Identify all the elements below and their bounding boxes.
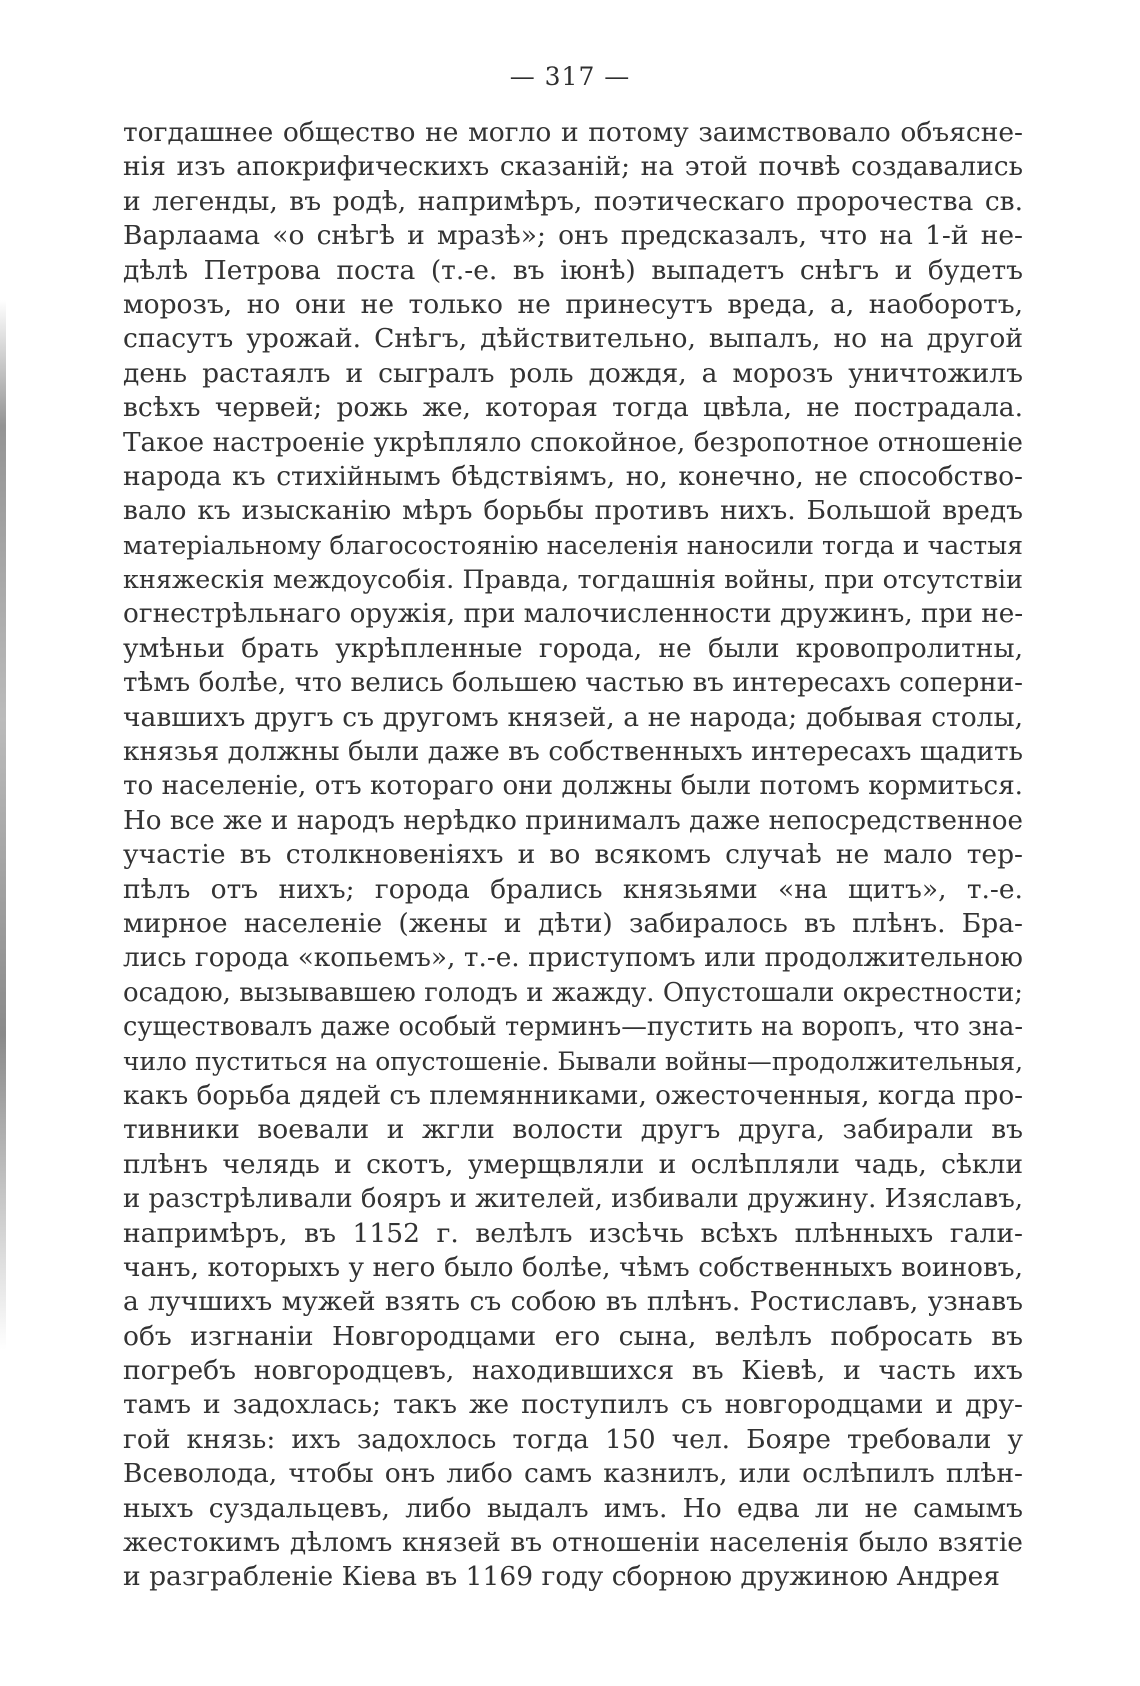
- page-number: — 317 —: [509, 62, 631, 91]
- text-line: существовалъ даже особый терминъ—пустить на воропъ, что зна-: [123, 1012, 1023, 1043]
- text-line: какъ борьба дядей съ племянниками, ожесточенныя, когда про-: [123, 1080, 1024, 1111]
- text-line: всѣхъ червей; рожь же, которая тогда цвѣла, не пострадала.: [123, 392, 1023, 424]
- text-line: то населеніе, отъ котораго они должны были потомъ кормиться.: [123, 771, 1023, 802]
- text-line: тогдашнее общество не могло и потому заимствовало объясне-: [123, 117, 1023, 148]
- text-line: лись города «копьемъ», т.-е. приступомъ или продолжительною: [123, 943, 1023, 974]
- text-line: чанъ, которыхъ у него было болѣе, чѣмъ собственныхъ воиновъ,: [123, 1251, 1023, 1283]
- text-line: и легенды, въ родѣ, напримѣръ, поэтическаго пророчества св.: [123, 185, 1023, 217]
- text-line: тамъ и задохлась; такъ же поступилъ съ новгородцами и дру-: [123, 1389, 1023, 1421]
- text-line: чавшихъ другъ съ другомъ князей, а не народа; добывая столы,: [123, 701, 1023, 733]
- text-line: плѣнъ челядь и скотъ, умерщвляли и ослѣпляли чадь, сѣкли: [123, 1148, 1023, 1180]
- text-line: матеріальному благосостоянію населенія наносили тогда и частыя: [123, 530, 1023, 560]
- text-line: вало къ изысканію мѣръ борьбы противъ нихъ. Большой вредъ: [123, 495, 1023, 527]
- text-line: Но все же и народъ нерѣдко принималъ даже непосредственное: [123, 805, 1023, 836]
- text-line: тѣмъ болѣе, что велись большею частью въ интересахъ соперни-: [123, 668, 1023, 699]
- text-line: дѣлѣ Петрова поста (т.-е. въ іюнѣ) выпадетъ снѣгъ и будетъ: [123, 254, 1023, 286]
- text-line: Варлаама «о снѣгѣ и мразѣ»; онъ предсказалъ, что на 1-й не-: [123, 220, 1023, 252]
- text-line: мирное населеніе (жены и дѣти) забиралось въ плѣнъ. Бра-: [123, 907, 1023, 939]
- text-line: осадою, вызывавшею голодъ и жажду. Опустошали окрестности;: [123, 977, 1023, 1008]
- body-text: [123, 116, 1023, 1595]
- text-line: участіе въ столкновеніяхъ и во всякомъ случаѣ не мало тер-: [123, 839, 1023, 871]
- text-line: морозъ, но они не только не принесутъ вреда, а, наоборотъ,: [123, 288, 1023, 320]
- text-line: народа къ стихійнымъ бѣдствіямъ, но, конечно, не способство-: [123, 460, 1023, 492]
- text-line: а лучшихъ мужей взять съ собою въ плѣнъ. Ростиславъ, узнавъ: [123, 1286, 1023, 1318]
- text-line: напримѣръ, въ 1152 г. велѣлъ изсѣчь всѣхъ плѣнныхъ гали-: [123, 1217, 1023, 1249]
- text-line: Такое настроеніе укрѣпляло спокойное, безропотное отношеніе: [123, 427, 1023, 458]
- text-line: князья должны были даже въ собственныхъ интересахъ щадить: [123, 736, 1023, 768]
- text-line: ныхъ суздальцевъ, либо выдалъ имъ. Но едва ли не самымъ: [123, 1492, 1023, 1524]
- binding-shadow: [0, 300, 6, 1350]
- text-line: погребъ новгородцевъ, находившихся въ Кіевѣ, и часть ихъ: [123, 1355, 1023, 1387]
- text-line: пѣлъ отъ нихъ; города брались князьями «на щитъ», т.-е.: [123, 873, 1023, 905]
- text-line: жестокимъ дѣломъ князей въ отношеніи населенія было взятіе: [123, 1527, 1023, 1559]
- text-line: и разграбленіе Кіева въ 1169 году сборною дружиною Андрея: [123, 1561, 1000, 1593]
- text-line: и разстрѣливали бояръ и жителей, избивали дружину. Изяславъ,: [123, 1184, 1023, 1215]
- text-line: объ изгнаніи Новгородцами его сына, велѣлъ побросать въ: [123, 1320, 1023, 1352]
- text-line: Всеволода, чтобы онъ либо самъ казнилъ, или ослѣпилъ плѣн-: [123, 1458, 1023, 1490]
- text-line: огнестрѣльнаго оружія, при малочисленности дружинъ, при не-: [123, 599, 1024, 630]
- text-line: спасутъ урожай. Снѣгъ, дѣйствительно, выпалъ, но на другой: [123, 323, 1023, 355]
- text-line: чило пуститься на опустошеніе. Бывали войны—продолжительныя,: [123, 1046, 1023, 1076]
- text-line: тивники воевали и жгли волости другъ друга, забирали въ: [123, 1114, 1023, 1146]
- text-line: нія изъ апокрифическихъ сказаній; на этой почвѣ создавались: [123, 151, 1023, 183]
- text-line: умѣньи брать укрѣпленные города, не были кровопролитны,: [123, 632, 1023, 664]
- text-line: день растаялъ и сыгралъ роль дождя, а морозъ уничтожилъ: [123, 357, 1023, 389]
- text-line: княжескія междоусобія. Правда, тогдашнія войны, при отсутствіи: [123, 565, 1023, 596]
- text-line: гой князь: ихъ задохлось тогда 150 чел. Бояре требовали у: [123, 1423, 1023, 1455]
